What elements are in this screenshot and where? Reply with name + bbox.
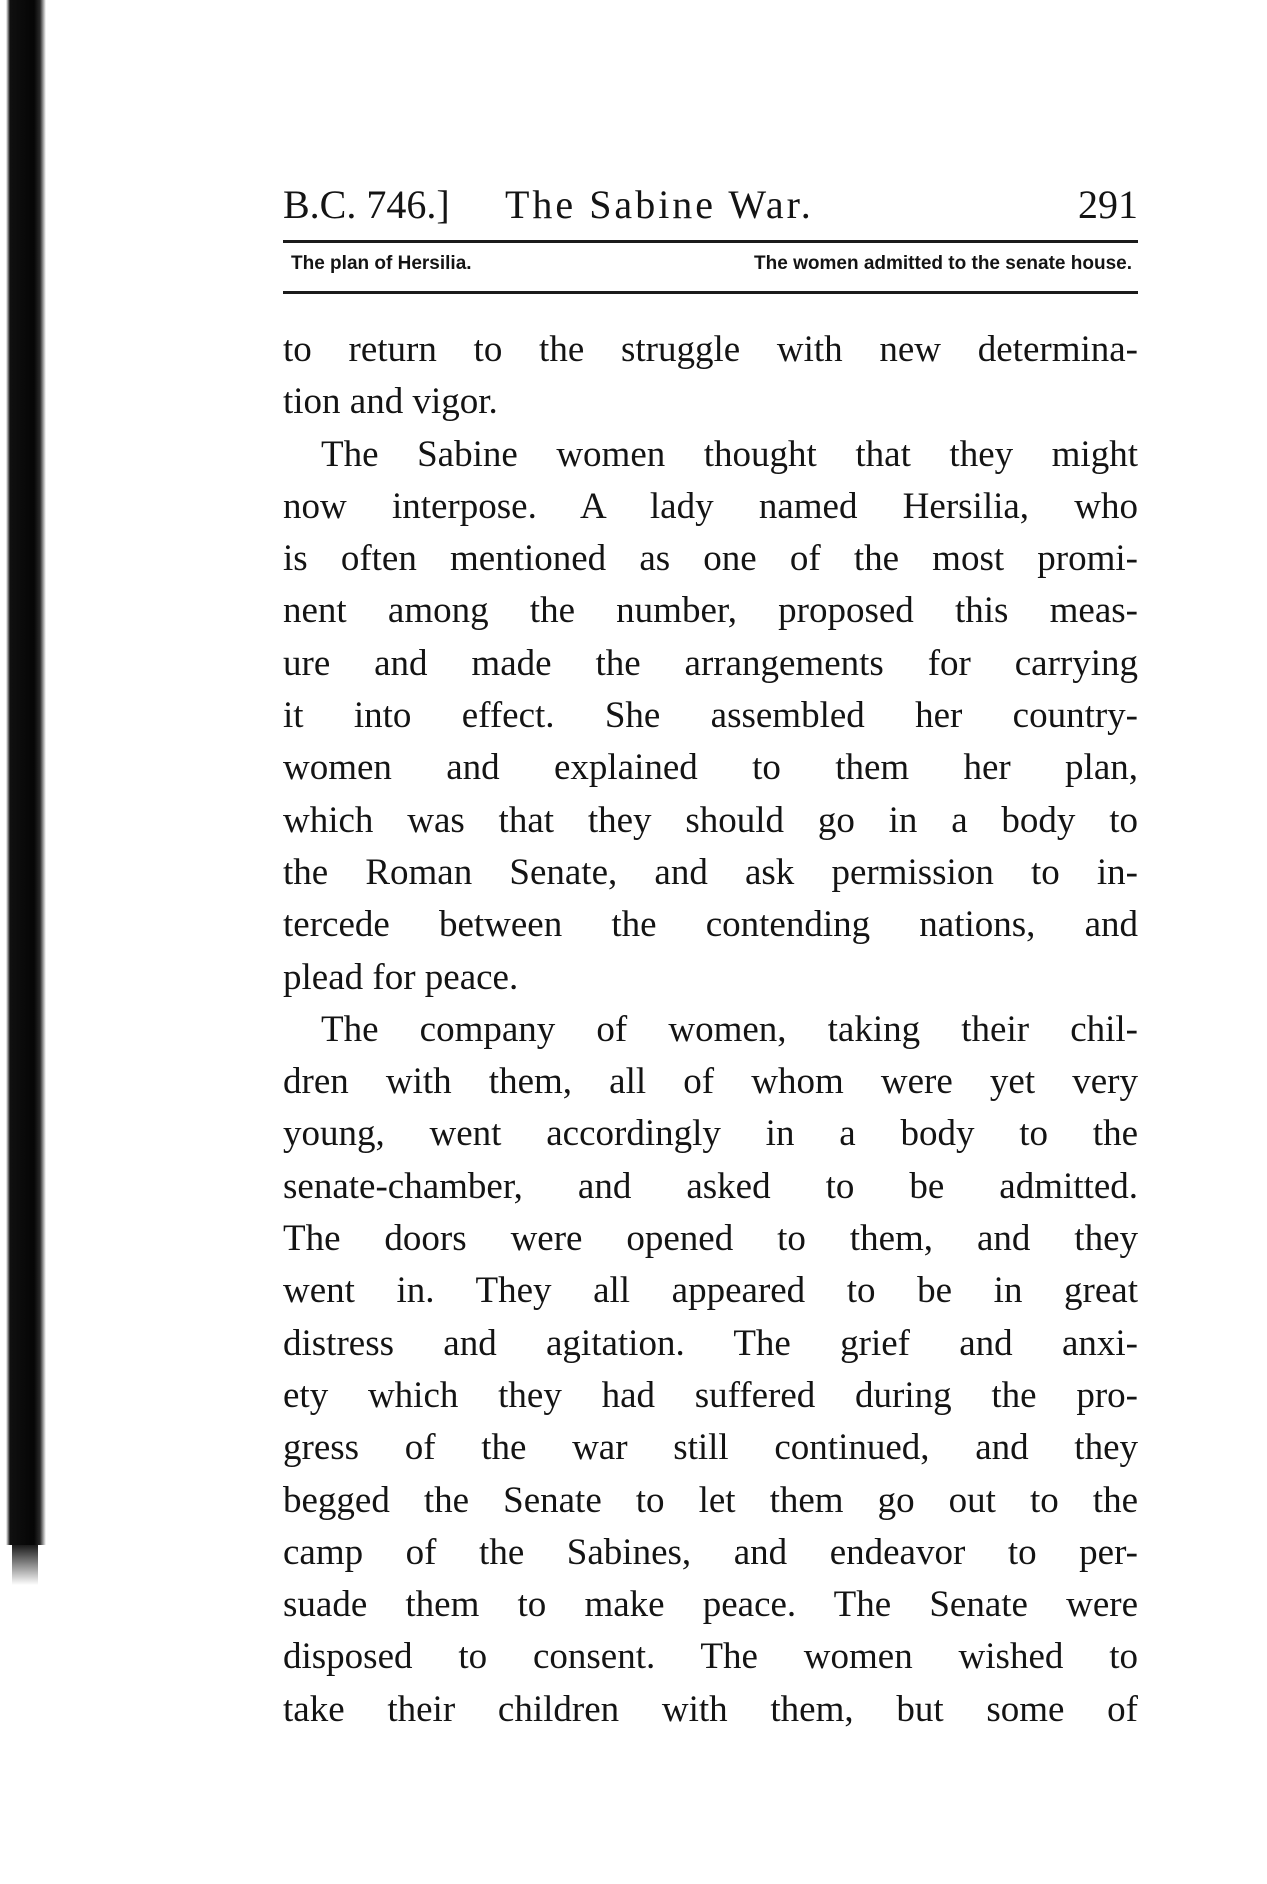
text-line: women and explained to them her plan, — [283, 747, 1138, 789]
running-head-date: B.C. 746.] — [283, 182, 450, 227]
text-line: distress and agitation. The grief and anxi- — [283, 1322, 1138, 1364]
text-line: tion and vigor. — [283, 381, 498, 423]
text-line: senate-chamber, and asked to be admitted. — [283, 1165, 1138, 1207]
text-line: ure and made the arrangements for carrying — [283, 642, 1138, 684]
text-line: went in. They all appeared to be in great — [283, 1270, 1138, 1312]
text-line: camp of the Sabines, and endeavor to per- — [283, 1531, 1138, 1573]
header-rule-top — [283, 240, 1138, 243]
text-line: take their children with them, but some of — [283, 1688, 1138, 1730]
text-line: it into effect. She assembled her country- — [283, 695, 1138, 737]
text-line: which was that they should go in a body to — [283, 799, 1138, 841]
text-line: disposed to consent. The women wished to — [283, 1636, 1138, 1678]
body-text — [283, 324, 1138, 1736]
text-line: ety which they had suffered during the pro- — [283, 1374, 1138, 1416]
text-line: The doors were opened to them, and they — [283, 1218, 1138, 1260]
text-line: now interpose. A lady named Hersilia, who — [283, 485, 1138, 527]
text-line: begged the Senate to let them go out to the — [283, 1479, 1138, 1521]
text-line: young, went accordingly in a body to the — [283, 1113, 1138, 1155]
book-page — [283, 180, 1138, 1736]
text-line: plead for peace. — [283, 956, 519, 998]
running-head — [283, 180, 1138, 230]
text-line: is often mentioned as one of the most promi- — [283, 538, 1138, 580]
text-line: tercede between the contending nations, and — [283, 904, 1138, 946]
text-line: to return to the struggle with new determina- — [283, 329, 1138, 370]
running-head-chapter-title: The Sabine War. — [505, 182, 814, 227]
text-line: gress of the war still continued, and they — [283, 1427, 1138, 1469]
subhead-right: The women admitted to the senate house. — [754, 253, 1132, 274]
text-line: the Roman Senate, and ask permission to in- — [283, 851, 1138, 893]
binding-edge-fade — [12, 1545, 38, 1585]
page-number: 291 — [1078, 182, 1138, 227]
text-line: suade them to make peace. The Senate were — [283, 1584, 1138, 1626]
binding-edge-shadow — [0, 0, 46, 1545]
text-line: The Sabine women thought that they might — [321, 433, 1138, 475]
subhead-left: The plan of Hersilia. — [291, 253, 472, 274]
text-line: dren with them, all of whom were yet very — [283, 1061, 1138, 1103]
text-line: The company of women, taking their chil- — [321, 1008, 1138, 1050]
header-rule-bottom — [283, 291, 1138, 294]
text-line: nent among the number, proposed this meas- — [283, 590, 1138, 632]
marginal-subheads — [283, 249, 1138, 279]
